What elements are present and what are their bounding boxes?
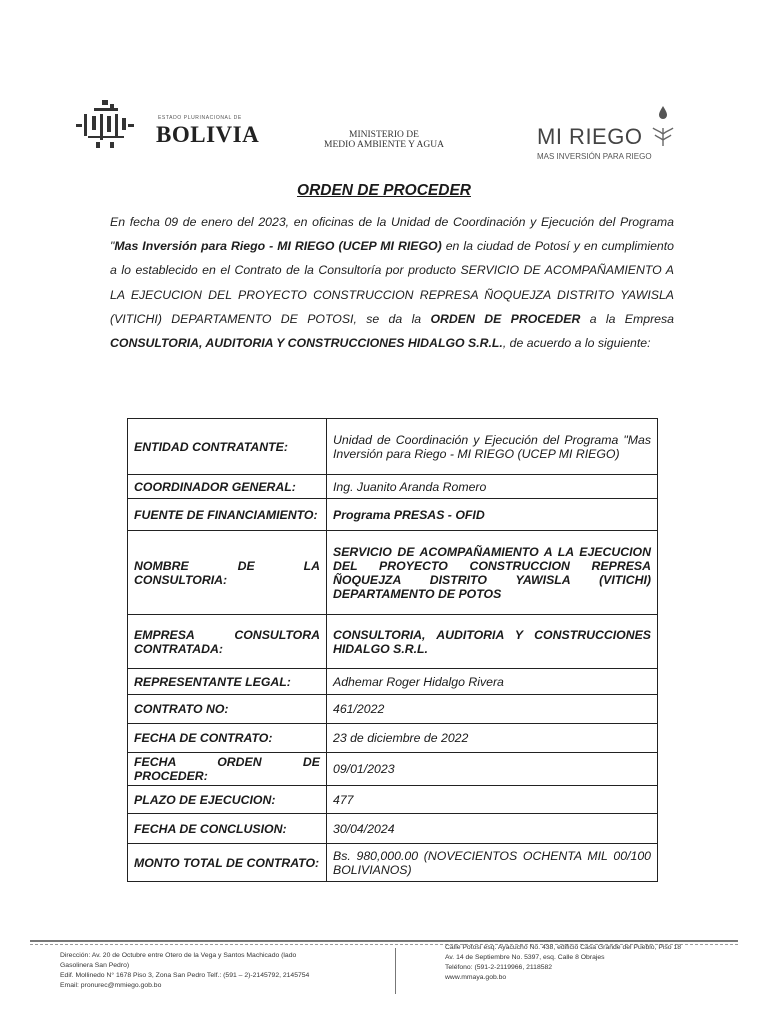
table-row: [128, 615, 658, 669]
row-label: NOMBRE DE LA CONSULTORIA:: [128, 531, 327, 615]
footer-line: www.mmaya.gob.bo: [445, 974, 507, 981]
footer-line: Email: pronurec@mmiego.gob.bo: [60, 982, 162, 989]
row-value: Bs. 980,000.00 (NOVECIENTOS OCHENTA MIL 00/100 BOLIVIANOS): [327, 844, 658, 882]
ministry-line-1: MINISTERIO DE: [349, 130, 419, 140]
footer-address-right: [445, 943, 745, 983]
document-title: ORDEN DE PROCEDER: [297, 182, 471, 199]
row-value: SERVICIO DE ACOMPAÑAMIENTO A LA EJECUCION DEL PROYECTO CONSTRUCCION REPRESA ÑOQUEJZA DISTRITO YAWISLA (VITICHI) DEPARTAMENTO DE POTOS: [327, 531, 658, 615]
bolivia-emblem-icon: [74, 96, 154, 156]
row-value: 461/2022: [327, 695, 658, 724]
mi-riego-tagline: MAS INVERSIÓN PARA RIEGO: [537, 152, 652, 161]
table-row: [128, 669, 658, 695]
mi-riego-logo: [534, 104, 684, 164]
footer-line: Gasolinera San Pedro): [60, 962, 130, 969]
table-row: [128, 695, 658, 724]
row-label: FECHA ORDEN DE PROCEDER:: [128, 753, 327, 786]
row-label: MONTO TOTAL DE CONTRATO:: [128, 844, 327, 882]
table-row: [128, 724, 658, 753]
company-name: CONSULTORIA, AUDITORIA Y CONSTRUCCIONES HIDALGO S.R.L.: [110, 336, 503, 351]
water-drop-plant-icon: [650, 104, 676, 148]
table-row: [128, 475, 658, 499]
estado-plurinacional-text: ESTADO PLURINACIONAL DE: [158, 115, 242, 121]
row-label: FECHA DE CONTRATO:: [128, 724, 327, 753]
row-value: CONSULTORIA, AUDITORIA Y CONSTRUCCIONES HIDALGO S.R.L.: [327, 615, 658, 669]
intro-text-2: en la ciudad de Potosí y en cumplimiento a lo establecido en el Contrato de la Consultoría por producto SERVICIO DE ACOMPAÑAMIENTO A LA EJECUCION DEL PROYECTO CONSTRUCCION REPRESA ÑOQUEJZA DISTRITO YAWISLA (VITICHI) DEPARTAMENTO DE POTOSI, se da la: [110, 239, 674, 326]
footer-line: Edif. Mollinedo N° 1678 Piso 3, Zona San Pedro Telf.: (591 – 2)-2145792, 2145754: [60, 972, 310, 979]
row-value: 23 de diciembre de 2022: [327, 724, 658, 753]
row-value: 09/01/2023: [327, 753, 658, 786]
table-row: [128, 499, 658, 531]
row-label: REPRESENTANTE LEGAL:: [128, 669, 327, 695]
row-value: Adhemar Roger Hidalgo Rivera: [327, 669, 658, 695]
mi-riego-wordmark: MI RIEGO: [537, 124, 643, 149]
intro-text-1: En fecha 09 de enero del 2023, en oficinas de la Unidad de Coordinación y Ejecución del Programa ": [110, 215, 674, 254]
row-label: EMPRESA CONSULTORA CONTRATADA:: [128, 615, 327, 669]
contract-details-table: [127, 418, 658, 882]
intro-paragraph: [110, 210, 674, 355]
footer-line: Dirección: Av. 20 de Octubre entre Otero de la Vega y Santos Machicado (lado: [60, 952, 297, 959]
footer-line: Av. 14 de Septiembre No. 5397, esq. Calle 8 Obrajes: [445, 954, 605, 961]
footer-divider: [395, 948, 396, 994]
bolivia-logo: [74, 96, 274, 156]
footer-line: Teléfono: (591-2-2119966, 2118582: [445, 964, 553, 971]
intro-text-4: , de acuerdo a lo siguiente:: [502, 336, 651, 351]
row-value: Programa PRESAS - OFID: [327, 499, 658, 531]
footer-line: Calle Potosí esq. Ayacucho No. 438, edificio Casa Grande del Pueblo, Piso 18: [445, 944, 682, 951]
row-label: CONTRATO NO:: [128, 695, 327, 724]
order-name: ORDEN DE PROCEDER: [430, 311, 581, 326]
intro-text-3: a la Empresa: [580, 311, 674, 326]
row-label: FECHA DE CONCLUSION:: [128, 814, 327, 844]
ministry-name: [300, 130, 468, 150]
program-name: Mas Inversión para Riego - MI RIEGO (UCEP MI RIEGO): [114, 239, 442, 254]
table-row: [128, 814, 658, 844]
table-row: [128, 419, 658, 475]
row-label: PLAZO DE EJECUCION:: [128, 786, 327, 814]
ministry-line-2: MEDIO AMBIENTE Y AGUA: [324, 140, 444, 150]
footer-address-left: [60, 951, 392, 991]
row-value: Unidad de Coordinación y Ejecución del Programa "Mas Inversión para Riego - MI RIEGO (UCEP MI RIEGO): [327, 419, 658, 475]
row-label: FUENTE DE FINANCIAMIENTO:: [128, 499, 327, 531]
row-value: 30/04/2024: [327, 814, 658, 844]
row-label: COORDINADOR GENERAL:: [128, 475, 327, 499]
table-row: [128, 753, 658, 786]
row-label: ENTIDAD CONTRATANTE:: [128, 419, 327, 475]
row-value: 477: [327, 786, 658, 814]
footer-rule: [30, 940, 738, 942]
table-row: [128, 531, 658, 615]
table-row: [128, 786, 658, 814]
row-value: Ing. Juanito Aranda Romero: [327, 475, 658, 499]
bolivia-wordmark: BOLIVIA: [156, 122, 260, 147]
table-row: [128, 844, 658, 882]
